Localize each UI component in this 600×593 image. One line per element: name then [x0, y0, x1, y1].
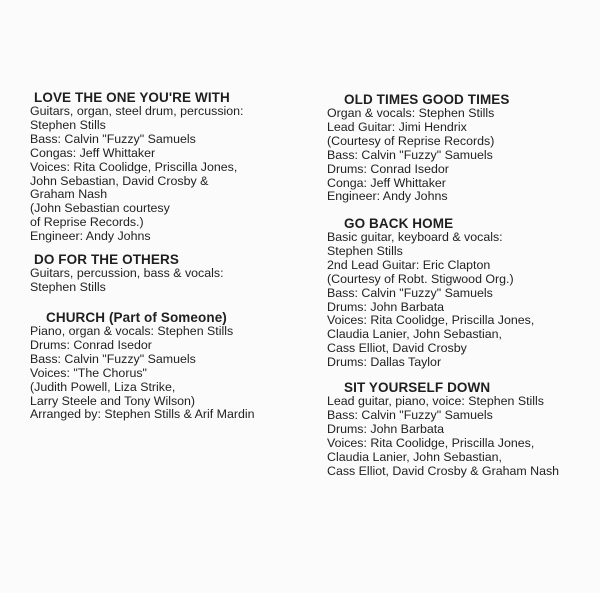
- credit-line: (John Sebastian courtesy: [30, 201, 170, 216]
- song-credits: [327, 395, 597, 478]
- song-credits: [327, 231, 597, 370]
- song-block-go-back-home: [327, 216, 597, 370]
- credit-line: (Judith Powell, Liza Strike,: [30, 379, 176, 394]
- song-title: LOVE THE ONE YOU'RE WITH: [34, 90, 230, 105]
- song-block-old-times-good-times: [327, 92, 597, 204]
- song-title: CHURCH (Part of Someone): [46, 310, 227, 325]
- credit-line: Larry Steele and Tony Wilson): [30, 393, 196, 408]
- song-credits: [30, 105, 315, 244]
- song-credits: [30, 325, 315, 422]
- credit-line: (Courtesy of Reprise Records): [327, 133, 495, 148]
- credit-line: Lead guitar, piano, voice: Stephen Stills: [327, 394, 544, 408]
- credit-line: Arranged by: Stephen Stills & Arif Mardin: [30, 407, 255, 422]
- credit-line: John Sebastian, David Crosby &: [30, 173, 209, 188]
- credit-line: Guitars, organ, steel drum, percussion:: [30, 104, 244, 118]
- credit-line: Engineer: Andy Johns: [30, 229, 151, 244]
- credit-line: Graham Nash: [30, 187, 108, 202]
- credit-line: Bass: Calvin "Fuzzy" Samuels: [327, 407, 493, 422]
- credit-line: Voices: Rita Coolidge, Priscilla Jones,: [327, 435, 535, 450]
- song-credits: [30, 267, 315, 295]
- credit-line: Bass: Calvin "Fuzzy" Samuels: [30, 351, 196, 366]
- credit-line: Piano, organ & vocals: Stephen Stills: [30, 324, 234, 338]
- credit-line: (Courtesy of Robt. Stigwood Org.): [327, 271, 514, 286]
- credit-line: Drums: Conrad Isedor: [30, 337, 152, 352]
- credit-line: Lead Guitar: Jimi Hendrix: [327, 119, 467, 134]
- credit-line: Stephen Stills: [30, 117, 106, 132]
- credit-line: Conga: Jeff Whittaker: [327, 175, 446, 190]
- credit-line: Drums: John Barbata: [327, 299, 445, 314]
- song-block-love-the-one: [30, 90, 315, 244]
- credit-line: Drums: Dallas Taylor: [327, 355, 442, 370]
- credit-line: Bass: Calvin "Fuzzy" Samuels: [327, 285, 493, 300]
- credit-line: Voices: Rita Coolidge, Priscilla Jones,: [327, 313, 535, 328]
- credit-line: Drums: Conrad Isedor: [327, 161, 449, 176]
- credit-line: Bass: Calvin "Fuzzy" Samuels: [30, 131, 196, 146]
- credit-line: Congas: Jeff Whittaker: [30, 145, 156, 160]
- song-block-sit-yourself-down: [327, 380, 597, 478]
- credit-line: Bass: Calvin "Fuzzy" Samuels: [327, 147, 493, 162]
- credit-line: Stephen Stills: [327, 243, 403, 258]
- song-block-do-for-the-others: [30, 252, 315, 295]
- song-title: SIT YOURSELF DOWN: [344, 380, 491, 395]
- credit-line: 2nd Lead Guitar: Eric Clapton: [327, 257, 491, 272]
- credit-line: Claudia Lanier, John Sebastian,: [327, 327, 502, 342]
- credit-line: Engineer: Andy Johns: [327, 189, 448, 204]
- credit-line: Organ & vocals: Stephen Stills: [327, 106, 495, 120]
- credit-line: of Reprise Records.): [30, 215, 144, 230]
- song-title: DO FOR THE OTHERS: [34, 252, 179, 267]
- credit-line: Voices: Rita Coolidge, Priscilla Jones,: [30, 159, 238, 174]
- credit-line: Cass Elliot, David Crosby & Graham Nash: [327, 463, 560, 478]
- credit-line: Stephen Stills: [30, 279, 106, 294]
- credit-line: Voices: "The Chorus": [30, 365, 147, 380]
- song-block-church: [30, 310, 315, 422]
- credit-line: Basic guitar, keyboard & vocals:: [327, 230, 503, 244]
- song-title: GO BACK HOME: [344, 216, 454, 231]
- credit-line: Guitars, percussion, bass & vocals:: [30, 266, 224, 280]
- credit-line: Drums: John Barbata: [327, 421, 445, 436]
- song-credits: [327, 107, 597, 204]
- credit-line: Claudia Lanier, John Sebastian,: [327, 449, 502, 464]
- song-title: OLD TIMES GOOD TIMES: [344, 92, 510, 107]
- credit-line: Cass Elliot, David Crosby: [327, 341, 467, 356]
